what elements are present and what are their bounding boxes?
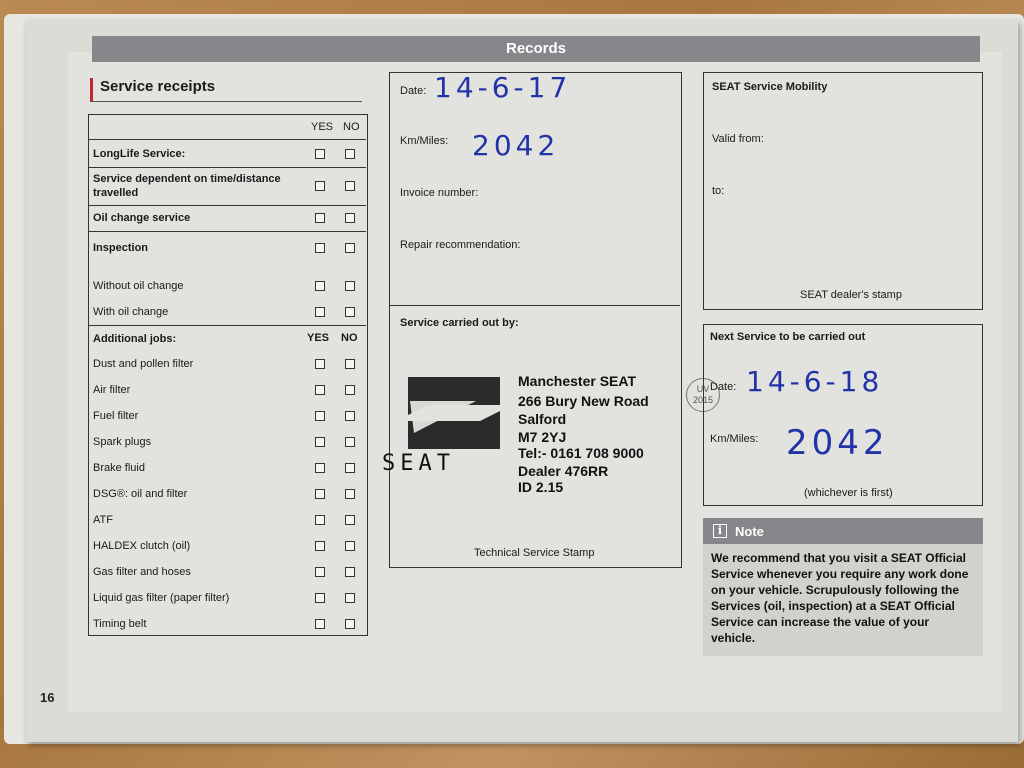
dealer-stamp-line: ID 2.15	[518, 479, 564, 495]
valid-to-label: to:	[712, 185, 725, 197]
row-divider	[89, 139, 366, 140]
checklist-row-label: Timing belt	[93, 618, 147, 630]
additional-yes-header: YES	[307, 332, 330, 344]
checklist-row-label: Gas filter and hoses	[93, 566, 191, 578]
uv-mark: UV 2015	[686, 378, 720, 412]
checklist-row-label: Liquid gas filter (paper filter)	[93, 592, 230, 604]
checklist-row-label: Air filter	[93, 384, 131, 396]
service-receipts-title: Service receipts	[90, 78, 362, 102]
no-column-header: NO	[343, 121, 360, 133]
row-divider	[89, 325, 366, 326]
no-checkbox[interactable]	[345, 213, 355, 223]
yes-column-header: YES	[311, 121, 334, 133]
dealer-stamp-line: M7 2YJ	[518, 429, 567, 445]
next-service-box	[703, 324, 983, 506]
no-checkbox[interactable]	[345, 463, 355, 473]
service-receipt-box	[382, 71, 714, 568]
yes-checkbox[interactable]	[315, 213, 325, 223]
no-checkbox[interactable]	[345, 541, 355, 551]
no-checkbox[interactable]	[345, 619, 355, 629]
dealer-stamp-line: Salford	[518, 411, 567, 427]
invoice-label: Invoice number:	[400, 187, 479, 199]
yes-checkbox[interactable]	[315, 181, 325, 191]
whichever-first-note: (whichever is first)	[804, 487, 893, 499]
yes-checkbox[interactable]	[315, 359, 325, 369]
yes-checkbox[interactable]	[315, 281, 325, 291]
row-divider	[89, 231, 366, 232]
note-title: Note	[735, 523, 764, 539]
next-service-title: Next Service to be carried out	[710, 331, 866, 343]
checklist-row-label: HALDEX clutch (oil)	[93, 540, 191, 552]
yes-checkbox[interactable]	[315, 619, 325, 629]
mobility-title: SEAT Service Mobility	[712, 81, 828, 93]
no-checkbox[interactable]	[345, 385, 355, 395]
checklist-row-label: With oil change	[93, 306, 169, 318]
no-checkbox[interactable]	[345, 243, 355, 253]
no-checkbox[interactable]	[345, 359, 355, 369]
no-checkbox[interactable]	[345, 593, 355, 603]
service-checklist-table	[88, 114, 368, 636]
next-date-label: Date:	[710, 381, 737, 393]
yes-checkbox[interactable]	[315, 489, 325, 499]
dealer-stamp-line: Dealer 476RR	[518, 463, 609, 479]
technical-stamp-caption: Technical Service Stamp	[474, 547, 595, 559]
km-label: Km/Miles:	[400, 135, 449, 147]
yes-checkbox[interactable]	[315, 463, 325, 473]
yes-checkbox[interactable]	[315, 307, 325, 317]
checklist-row-label: Fuel filter	[93, 410, 139, 422]
yes-checkbox[interactable]	[315, 593, 325, 603]
checklist-row-label: Inspection	[93, 242, 149, 254]
dealer-stamp-line: 266 Bury New Road	[518, 393, 649, 409]
dealer-stamp-line: Manchester SEAT	[518, 373, 636, 389]
seat-logo-icon	[406, 375, 502, 451]
divider	[390, 305, 680, 306]
no-checkbox[interactable]	[345, 281, 355, 291]
no-checkbox[interactable]	[345, 307, 355, 317]
page-header: Records	[92, 36, 980, 62]
yes-checkbox[interactable]	[315, 541, 325, 551]
service-mobility-box	[703, 72, 983, 310]
repair-recommendation-label: Repair recommendation:	[400, 239, 521, 251]
note-header	[703, 518, 983, 544]
no-checkbox[interactable]	[345, 411, 355, 421]
checklist-row-label: Brake fluid	[93, 462, 145, 474]
yes-checkbox[interactable]	[315, 437, 325, 447]
next-km-label: Km/Miles:	[710, 433, 759, 445]
valid-from-label: Valid from:	[712, 133, 764, 145]
no-checkbox[interactable]	[345, 181, 355, 191]
dealer-stamp-caption: SEAT dealer's stamp	[800, 289, 902, 301]
checklist-row-label: Dust and pollen filter	[93, 358, 194, 370]
date-label: Date:	[400, 85, 427, 97]
checklist-row-label: LongLife Service:	[93, 148, 186, 160]
checklist-row-label: DSG®: oil and filter	[93, 488, 188, 500]
no-checkbox[interactable]	[345, 515, 355, 525]
note-box	[703, 518, 983, 656]
info-icon: i	[713, 524, 727, 538]
handwritten-next-km: 2042	[786, 423, 889, 463]
checklist-row-label: Oil change service	[93, 212, 191, 224]
no-checkbox[interactable]	[345, 149, 355, 159]
note-text: We recommend that you visit a SEAT Official Service whenever you require any work done on your vehicle. Scrupulously following the Services (oil, inspection) at a SEAT Official Service can increase the value of your vehicle.	[711, 551, 969, 645]
seat-wordmark: SEAT	[382, 451, 455, 476]
yes-checkbox[interactable]	[315, 515, 325, 525]
checklist-row-label: Spark plugs	[93, 436, 152, 448]
dealer-stamp-line: Tel:- 0161 708 9000	[518, 445, 644, 461]
yes-checkbox[interactable]	[315, 385, 325, 395]
row-divider	[89, 167, 366, 168]
yes-checkbox[interactable]	[315, 149, 325, 159]
page-number: 16	[40, 690, 55, 705]
handwritten-km: 2042	[472, 129, 560, 162]
no-checkbox[interactable]	[345, 437, 355, 447]
row-divider	[89, 205, 366, 206]
no-checkbox[interactable]	[345, 489, 355, 499]
no-checkbox[interactable]	[345, 567, 355, 577]
handwritten-date: 14-6-17	[434, 71, 572, 104]
yes-checkbox[interactable]	[315, 411, 325, 421]
checklist-row-label: Service dependent on time/distance travelled	[93, 173, 281, 199]
yes-checkbox[interactable]	[315, 243, 325, 253]
checklist-row-label: ATF	[93, 514, 113, 526]
service-carried-out-label: Service carried out by:	[400, 317, 519, 329]
additional-no-header: NO	[341, 332, 358, 344]
checklist-row-label: Without oil change	[93, 280, 184, 292]
checklist-row-label: Additional jobs:	[93, 333, 177, 345]
yes-checkbox[interactable]	[315, 567, 325, 577]
handwritten-next-date: 14-6-18	[746, 365, 884, 398]
